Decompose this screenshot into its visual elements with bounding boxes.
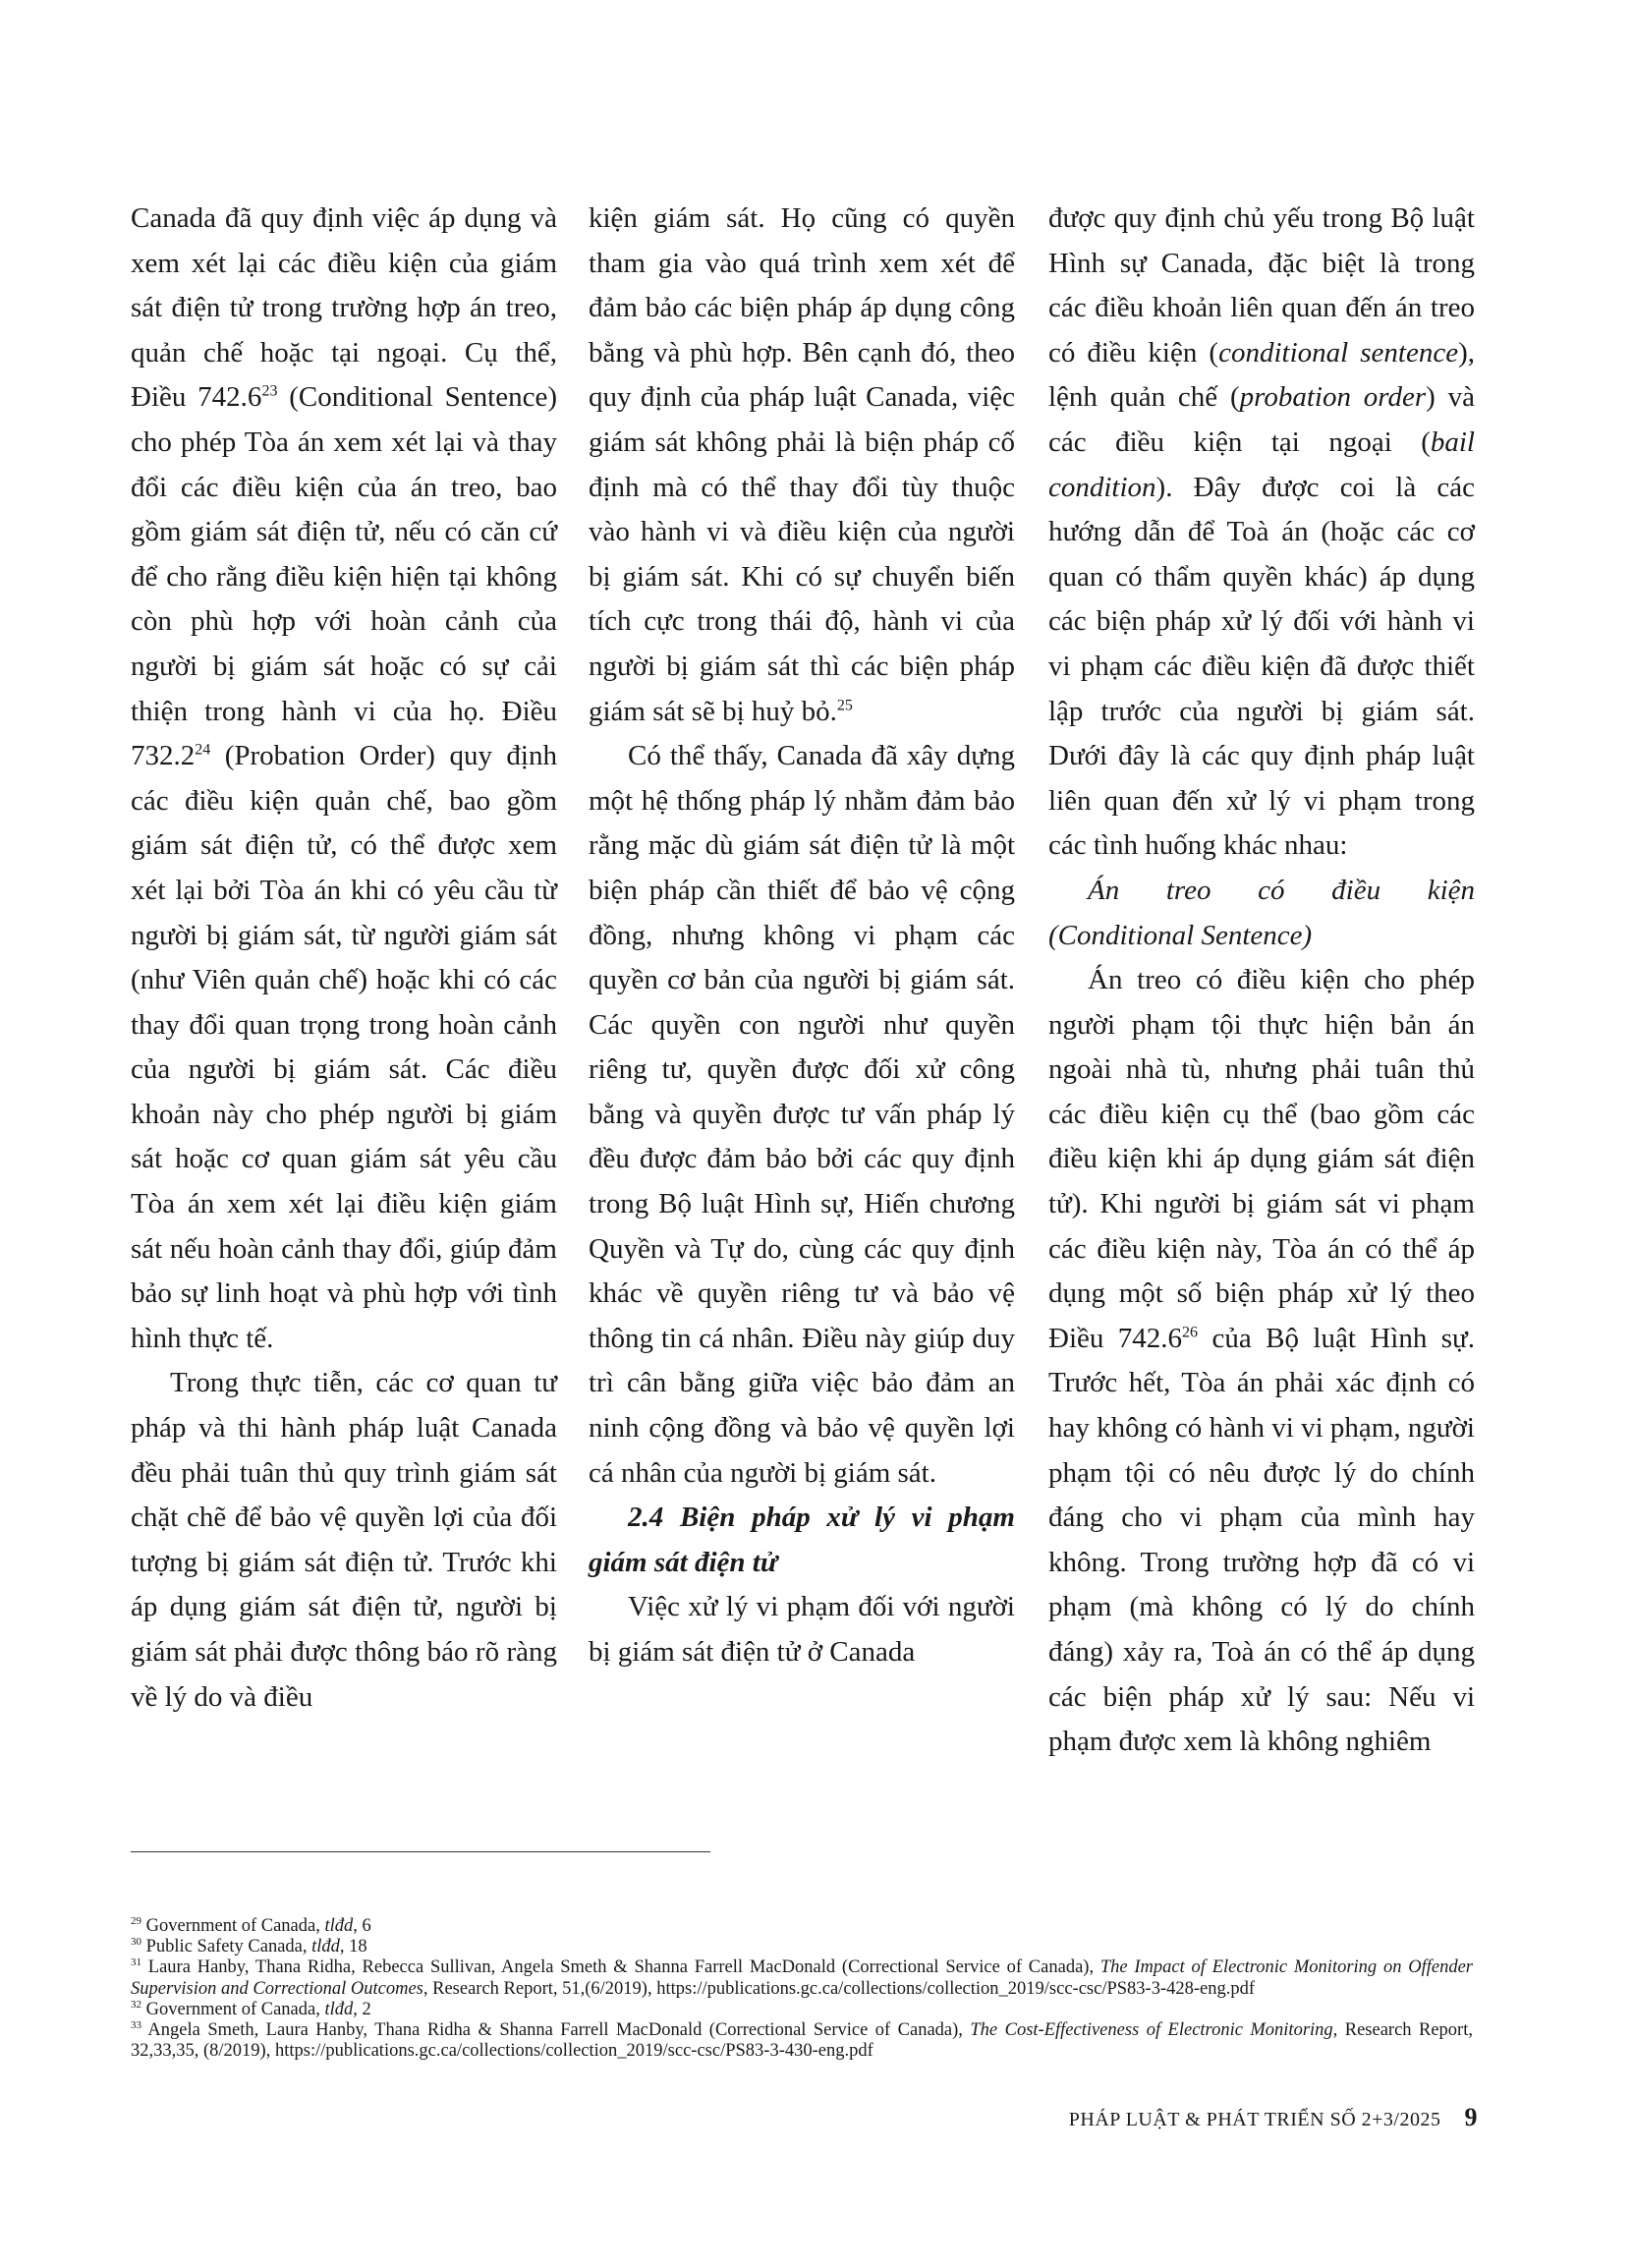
subheading: (Conditional Sentence) bbox=[1048, 919, 1313, 951]
journal-name: PHÁP LUẬT & PHÁT TRIỂN SỐ 2+3/2025 bbox=[1068, 2109, 1441, 2130]
footnote: $^{29}$ Government of Canada, tlđd, 6 bbox=[131, 1914, 371, 1936]
footnote: $^{32}$ Government of Canada, tlđd, 2 bbox=[131, 1998, 371, 2019]
paragraph: Trong thực tiễn, các cơ quan tư pháp và thi hành pháp luật Canada đều phải tuân thủ quy trình giám sát chặt chẽ để bảo vệ quyền lợi của đối tượng bị giám sát điện tử. Trước khi áp dụng giám sát điện tử, người bị giám sát phải được thông báo rõ ràng về lý do và điều bbox=[131, 1367, 557, 1713]
footnote-ref: 24 bbox=[195, 741, 211, 759]
subheading: Án treo có điều kiện bbox=[1088, 874, 1475, 906]
footnote-ref: 25 bbox=[836, 696, 853, 713]
paragraph: Việc xử lý vi phạm đối với người bị giám sát điện tử ở Canada bbox=[589, 1591, 1015, 1668]
paragraph: Án treo có điều kiện cho phép người phạm tội thực hiện bản án ngoài nhà tù, nhưng phải tuân thủ các điều kiện cụ thể (bao gồm các điều kiện khi áp dụng giám sát điện tử). Khi người bị giám sát vi phạm các điều kiện này, Tòa án có thể áp dụng một số biện pháp xử lý theo Điều 742.6$^{26}$ của Bộ luật Hình sự. Trước hết, Tòa án phải xác định có hay không có hành vi vi phạm, người phạm tội có nêu được lý do chính đáng cho vi phạm của mình hay không. Trong trường hợp đã có vi phạm (mà không có lý do chính đáng) xảy ra, Toà án có thể áp dụng các biện pháp xử lý sau: Nếu vi phạm được xem là không nghiêm bbox=[1048, 964, 1475, 1758]
footnote: $^{31}$ Laura Hanby, Thana Ridha, Rebecca Sullivan, Angela Smeth & Shanna Farrell MacDonald (Correctional Service of Canada), The Impact of Electronic Monitoring on Offender Supervision and Correctional Outcomes, Research Report, 51,(6/2019), https://publications.gc.ca/collections/collection_2019/scc-csc/PS83-3-428-eng.pdf bbox=[131, 1956, 1474, 1999]
page-number: 9 bbox=[1464, 2103, 1478, 2131]
page-footer bbox=[1069, 2103, 1478, 2132]
footnote: $^{33}$ Angela Smeth, Laura Hanby, Thana Ridha & Shanna Farrell MacDonald (Correctional Service of Canada), The Cost-Effectiveness of Electronic Monitoring, Research Report, 32,33,35, (8/2019), https://publications.gc.ca/collections/collection_2019/scc-csc/PS83-3-430-eng.pdf bbox=[131, 2018, 1473, 2062]
footnote-divider bbox=[131, 1851, 710, 1852]
paragraph: Có thể thấy, Canada đã xây dựng một hệ thống pháp lý nhằm đảm bảo rằng mặc dù giám sát điện tử là một biện pháp cần thiết để bảo vệ cộng đồng, nhưng không vi phạm các quyền cơ bản của người bị giám sát. Các quyền con người như quyền riêng tư, quyền được đối xử công bằng và quyền được tư vấn pháp lý đều được đảm bảo bởi các quy định trong Bộ luật Hình sự, Hiến chương Quyền và Tự do, cùng các quy định khác về quyền riêng tư và bảo vệ thông tin cá nhân. Điều này giúp duy trì cân bằng giữa việc bảo đảm an ninh cộng đồng và bảo vệ quyền lợi cá nhân của người bị giám sát. bbox=[589, 740, 1015, 1489]
text-column-2 bbox=[589, 197, 1015, 1675]
footnote: $^{30}$ Public Safety Canada, tlđd, 18 bbox=[131, 1936, 367, 1957]
text-column-3 bbox=[1048, 197, 1475, 1765]
footnotes bbox=[131, 1916, 1473, 2062]
text-column-1 bbox=[131, 197, 557, 1720]
paragraph: kiện giám sát. Họ cũng có quyền tham gia vào quá trình xem xét để đảm bảo các biện pháp áp dụng công bằng và phù hợp. Bên cạnh đó, theo quy định của pháp luật Canada, việc giám sát không phải là biện pháp cố định mà có thể thay đổi tùy thuộc vào hành vi và điều kiện của người bị giám sát. Khi có sự chuyển biến tích cực trong thái độ, hành vi của người bị giám sát thì các biện pháp giám sát sẽ bị huỷ bỏ.$^{25}$ bbox=[589, 202, 1015, 727]
footnote-ref: 23 bbox=[261, 382, 278, 400]
paragraph: được quy định chủ yếu trong Bộ luật Hình sự Canada, đặc biệt là trong các điều khoản liên quan đến án treo có điều kiện (conditional sentence), lệnh quản chế (probation order) và các điều kiện tại ngoại (bail condition). Đây được coi là các hướng dẫn để Toà án (hoặc các cơ quan có thẩm quyền khác) áp dụng các biện pháp xử lý đối với hành vi vi phạm các điều kiện đã được thiết lập trước của người bị giám sát. Dưới đây là các quy định pháp luật liên quan đến xử lý vi phạm trong các tình huống khác nhau: bbox=[1048, 202, 1475, 862]
section-heading: 2.4 Biện pháp xử lý vi phạm giám sát điện tử bbox=[589, 1502, 1015, 1578]
paragraph: Canada đã quy định việc áp dụng và xem xét lại các điều kiện của giám sát điện tử trong trường hợp án treo, quản chế hoặc tại ngoại. Cụ thể, Điều 742.6$^{23}$ (Conditional Sentence) cho phép Tòa án xem xét lại và thay đổi các điều kiện của án treo, bao gồm giám sát điện tử, nếu có căn cứ để cho rằng điều kiện hiện tại không còn phù hợp với hoàn cảnh của người bị giám sát hoặc có sự cải thiện trong hành vi của họ. Điều 732.2$^{24}$ (Probation Order) quy định các điều kiện quản chế, bao gồm giám sát điện tử, có thể được xem xét lại bởi Tòa án khi có yêu cầu từ người bị giám sát, từ người giám sát (như Viên quản chế) hoặc khi có các thay đổi quan trọng trong hoàn cảnh của người bị giám sát. Các điều khoản này cho phép người bị giám sát hoặc cơ quan giám sát yêu cầu Tòa án xem xét lại điều kiện giám sát nếu hoàn cảnh thay đổi, giúp đảm bảo sự linh hoạt và phù hợp với tình hình thực tế. bbox=[131, 202, 557, 1354]
footnote-ref: 26 bbox=[1182, 1324, 1199, 1341]
